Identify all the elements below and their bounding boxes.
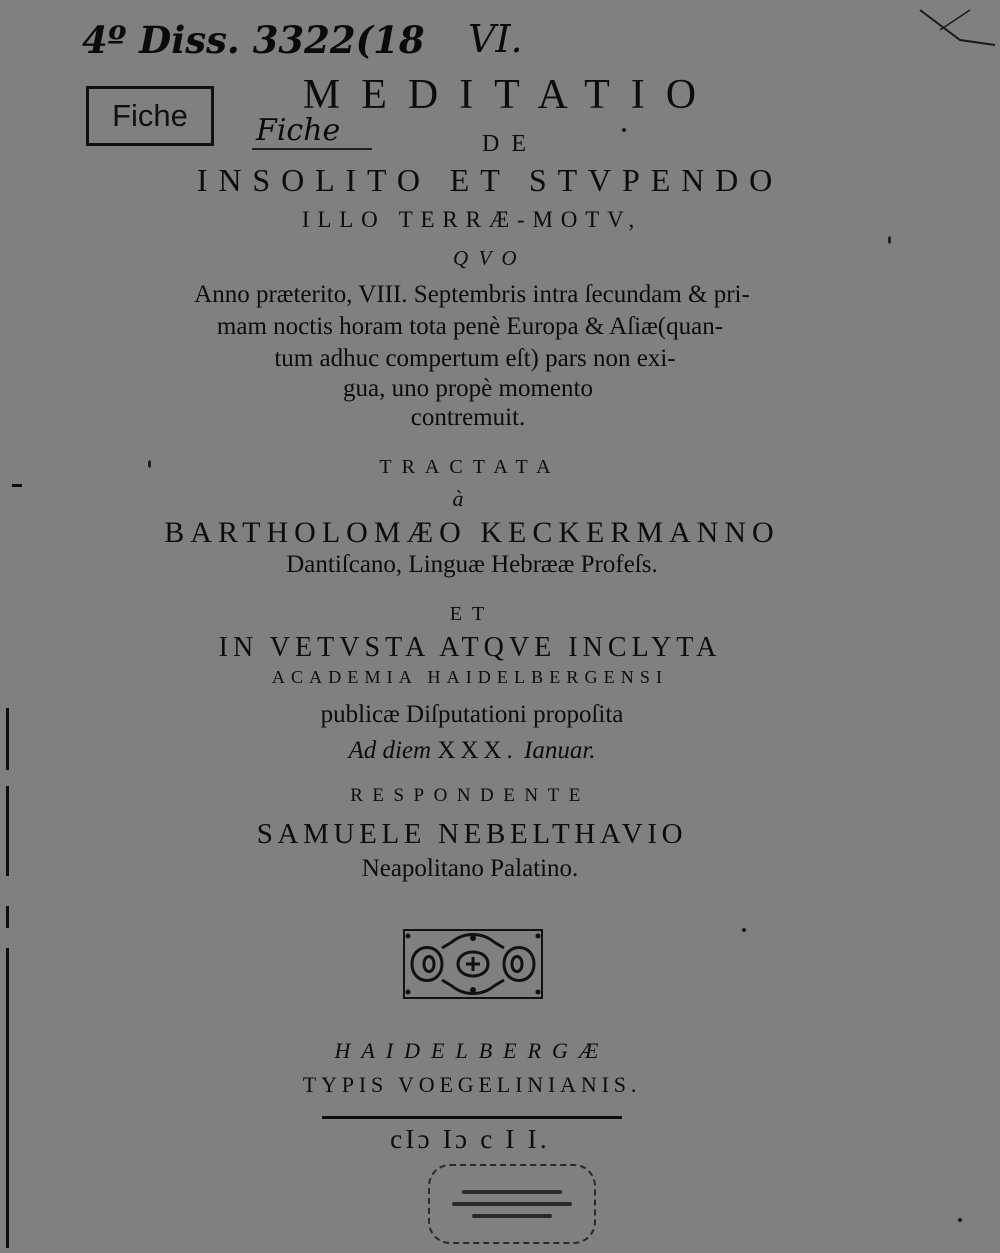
paper-speck xyxy=(888,236,891,244)
title-quo: QVO xyxy=(452,246,528,270)
respondent-origin: Neapolitano Palatino. xyxy=(361,855,579,882)
binding-mark-short xyxy=(6,906,9,928)
fiche-label-text: Fiche xyxy=(112,98,188,133)
binding-mark-bottom xyxy=(6,948,9,1248)
et-label: ET xyxy=(449,603,495,625)
handwritten-fiche-note: Fiche xyxy=(256,113,341,148)
academy-line-3: publicæ Diſputationi propoſita xyxy=(320,701,624,728)
title-insolito: INSOLITO ET STVPENDO xyxy=(196,162,784,198)
title-meditatio: MEDITATIO xyxy=(302,72,718,118)
imprint-rule xyxy=(322,1116,622,1119)
edge-tick xyxy=(12,484,22,487)
handwritten-shelfmark: 4º Diss. 3322(18 xyxy=(82,18,425,62)
imprint-city: HAIDELBERGÆ xyxy=(334,1038,610,1063)
printers-ornament xyxy=(402,928,544,1000)
binding-mark-middle xyxy=(6,786,9,876)
disputation-date xyxy=(0,738,972,763)
respondent-name: SAMUELE NEBELTHAVIO xyxy=(256,818,688,850)
body-line-4: gua, uno propè momento xyxy=(343,375,593,402)
binding-mark-top xyxy=(6,708,9,770)
paper-speck xyxy=(742,928,746,932)
paper-speck xyxy=(148,460,151,468)
body-line-1: Anno præterito, VIII. Septembris intra ſecundam & pri- xyxy=(194,281,750,308)
academy-line-1: IN VETVSTA ATQVE INCLYTA xyxy=(218,632,722,663)
imprint-printer: TYPIS VOEGELINIANIS. xyxy=(302,1072,642,1097)
date-prefix: Ad diem xyxy=(348,737,432,764)
title-terrae-motu: ILLO TERRÆ-MOTV, xyxy=(301,207,643,232)
date-month: Ianuar. xyxy=(524,737,596,764)
corner-scuff xyxy=(900,0,1000,70)
tractata-label: TRACTATA xyxy=(379,456,561,478)
author-name: BARTHOLOMÆO KECKERMANNO xyxy=(164,516,780,549)
body-line-2: mam noctis horam tota penè Europa & Aſiæ(quan- xyxy=(216,313,724,340)
body-line-5: contremuit. xyxy=(410,404,526,431)
author-preposition: à xyxy=(452,486,464,511)
body-line-3: tum adhuc compertum eſt) pars non exi- xyxy=(274,345,676,372)
paper-speck xyxy=(622,128,626,132)
author-affiliation: Dantiſcano, Linguæ Hebrææ Profeſs. xyxy=(286,551,658,578)
date-roman: XXX. xyxy=(437,737,518,764)
imprint-year: cIɔ Iɔ c I I. xyxy=(390,1124,550,1154)
library-stamp xyxy=(428,1164,596,1244)
respondente-label: RESPONDENTE xyxy=(350,785,590,806)
paper-speck xyxy=(958,1218,962,1222)
academy-line-2: ACADEMIA HAIDELBERGENSI xyxy=(271,667,669,687)
title-de: DE xyxy=(482,131,538,157)
handwritten-roman-numeral: VI. xyxy=(468,17,523,61)
